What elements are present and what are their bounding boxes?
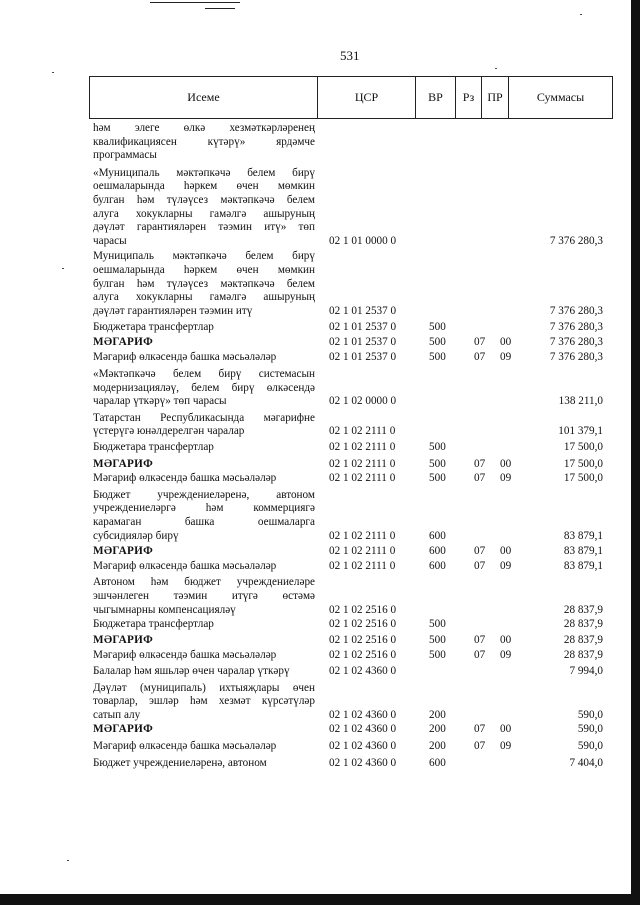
row-name-line: булган һәм түләүсез мәктәпкәчә белем (93, 193, 315, 206)
row-vr: 500 (429, 633, 446, 646)
row-name (93, 489, 315, 543)
row-vr: 600 (429, 545, 446, 558)
row-sum: 590,0 (577, 723, 603, 736)
row-sum: 83 879,1 (563, 529, 603, 542)
row-name (93, 321, 315, 335)
table-row (93, 634, 613, 648)
scan-speck (67, 860, 69, 861)
table-row (93, 740, 613, 754)
row-name-line: МӘГАРИФ (93, 457, 154, 470)
row-name (93, 682, 315, 723)
table-row (93, 489, 613, 543)
row-name (93, 634, 315, 648)
row-csr: 02 1 02 2516 0 (329, 649, 397, 662)
row-pr: 09 (500, 472, 512, 485)
row-rz: 07 (474, 350, 486, 363)
row-name-line: программасы (93, 149, 157, 162)
row-name-line: МӘГАРИФ (93, 633, 154, 646)
row-name-line: Бюджетара трансфертлар (93, 618, 214, 631)
row-name-line: үстерүгә юнәлдерелгән чаралар (93, 425, 245, 438)
header-name: Исеме (187, 90, 220, 104)
row-vr: 500 (429, 472, 446, 485)
table-row (93, 665, 613, 679)
row-rz: 07 (474, 545, 486, 558)
row-sum: 28 837,9 (563, 618, 603, 631)
table-row (93, 560, 613, 574)
table-row (93, 351, 613, 365)
row-name (93, 665, 315, 679)
row-sum: 17 500,0 (563, 441, 603, 454)
row-pr: 00 (500, 545, 512, 558)
row-pr: 09 (500, 739, 512, 752)
row-name-line: оешмаларында һәркем өчен мөмкин (93, 180, 315, 193)
scan-speck (580, 14, 582, 15)
row-name-line: чаралар үткәрү» төп чарасы (93, 395, 227, 408)
row-rz: 07 (474, 723, 486, 736)
row-name (93, 576, 315, 617)
row-csr: 02 1 01 2537 0 (329, 350, 397, 363)
row-name-line: Муниципаль мәктәпкәчә белем бирү (93, 250, 315, 263)
row-name-line: «Мәктәпкәчә белем бирү системасын (93, 368, 315, 381)
row-pr: 00 (500, 335, 512, 348)
row-csr: 02 1 02 4360 0 (329, 739, 397, 752)
table-row (93, 321, 613, 335)
row-sum: 7 376 280,3 (549, 234, 603, 247)
table-row (93, 649, 613, 663)
row-name (93, 412, 315, 439)
row-name-line: һәм элеге өлкә хезмәткәрләренең (93, 122, 315, 134)
table-row (93, 412, 613, 439)
row-sum: 138 211,0 (558, 395, 603, 408)
header-pr: ПР (481, 77, 508, 118)
row-name-line: Татарстан Республикасында мәгарифне (93, 411, 315, 424)
row-csr: 02 1 02 0000 0 (329, 395, 397, 408)
row-name-line: Автоном һәм бюджет учреждениеләре (93, 576, 315, 589)
row-pr: 09 (500, 649, 512, 662)
row-sum: 7 994,0 (569, 664, 603, 677)
row-name-line: Мәгариф өлкәсендә башка мәсьәләләр (93, 649, 277, 662)
row-csr: 02 1 02 2111 0 (329, 457, 396, 470)
row-vr: 200 (429, 723, 446, 736)
table-row (93, 122, 613, 163)
row-name (93, 441, 315, 455)
row-name (93, 649, 315, 663)
row-name-line: МӘГАРИФ (93, 723, 154, 736)
row-sum: 7 376 280,3 (549, 304, 603, 317)
row-csr: 02 1 01 2537 0 (329, 321, 397, 334)
header-vr: ВР (415, 77, 455, 118)
row-name-line: алуга хокукларны гамәлгә ашыруның (93, 207, 315, 220)
row-sum: 101 379,1 (558, 425, 603, 438)
row-name (93, 336, 315, 350)
row-rz: 07 (474, 649, 486, 662)
row-name (93, 167, 315, 249)
row-csr: 02 1 02 4360 0 (329, 664, 397, 677)
row-name-line: модернизацияләү, белем бирү өлкәсендә (93, 381, 315, 394)
row-name-line: чыгымнарны компенсацияләү (93, 603, 236, 616)
row-csr: 02 1 02 2111 0 (329, 441, 396, 454)
row-vr: 500 (429, 618, 446, 631)
row-name-line: Бюджетара трансфертлар (93, 321, 214, 334)
row-name (93, 458, 315, 472)
header-rz: Рз (455, 77, 481, 118)
row-name-line: Мәгариф өлкәсендә башка мәсьәләләр (93, 739, 277, 752)
row-csr: 02 1 01 0000 0 (329, 234, 397, 247)
row-vr: 500 (429, 321, 446, 334)
row-vr: 500 (429, 457, 446, 470)
page-number: 531 (340, 48, 360, 63)
scan-speck (52, 72, 54, 73)
row-name-line: Мәгариф өлкәсендә башка мәсьәләләр (93, 472, 277, 485)
row-sum: 28 837,9 (563, 603, 603, 616)
row-name (93, 740, 315, 754)
row-name (93, 351, 315, 365)
row-vr: 200 (429, 739, 446, 752)
row-csr: 02 1 02 2111 0 (329, 472, 396, 485)
row-name-line: сатып алу (93, 708, 141, 721)
row-name-line: Бюджетара трансфертлар (93, 441, 214, 454)
row-pr: 00 (500, 633, 512, 646)
row-csr: 02 1 02 2516 0 (329, 618, 397, 631)
row-name-line: Мәгариф өлкәсендә башка мәсьәләләр (93, 350, 277, 363)
row-sum: 28 837,9 (563, 633, 603, 646)
row-csr: 02 1 02 2111 0 (329, 559, 396, 572)
table-row (93, 682, 613, 723)
table-header (89, 76, 613, 119)
row-csr: 02 1 02 4360 0 (329, 723, 397, 736)
row-sum: 28 837,9 (563, 649, 603, 662)
row-rz: 07 (474, 335, 486, 348)
table-row (93, 336, 613, 350)
row-sum: 590,0 (577, 708, 603, 721)
row-csr: 02 1 02 2516 0 (329, 603, 397, 616)
row-name-line: дәүләт гарантияләрен тәэмин итү (93, 304, 253, 317)
scan-border-right (631, 0, 640, 905)
row-vr: 200 (429, 708, 446, 721)
row-name-line: товарлар, эшләр һәм хезмәт күрсәтүләр (93, 695, 315, 708)
row-name-line: «Муниципаль мәктәпкәчә белем бирү (93, 166, 315, 179)
table-row (93, 250, 613, 318)
row-vr: 600 (429, 756, 446, 769)
scan-artifact-line (150, 2, 240, 3)
row-csr: 02 1 02 2111 0 (329, 425, 396, 438)
row-sum: 7 376 280,3 (549, 335, 603, 348)
row-pr: 00 (500, 723, 512, 736)
row-pr: 09 (500, 559, 512, 572)
row-name (93, 723, 315, 737)
row-rz: 07 (474, 472, 486, 485)
row-name-line: субсидияләр бирү (93, 529, 179, 542)
table-row (93, 545, 613, 559)
row-vr: 500 (429, 649, 446, 662)
row-name-line: Бюджет учреждениеләренә, автоном (93, 488, 315, 501)
row-name-line: Балалар һәм яшьләр өчен чаралар үткәрү (93, 664, 290, 677)
row-csr: 02 1 01 2537 0 (329, 335, 397, 348)
table-row (93, 167, 613, 249)
row-name (93, 368, 315, 409)
row-sum: 7 376 280,3 (549, 350, 603, 363)
row-name (93, 560, 315, 574)
header-csr: ЦСР (317, 77, 415, 118)
row-pr: 00 (500, 457, 512, 470)
row-name-line: дәүләт гарантияләрен тәэмин итү» төп (93, 221, 315, 234)
row-vr: 500 (429, 441, 446, 454)
row-csr: 02 1 01 2537 0 (329, 304, 397, 317)
row-name (93, 472, 315, 486)
table-row (93, 472, 613, 486)
row-name-line: Мәгариф өлкәсендә башка мәсьәләләр (93, 559, 277, 572)
row-name-line: квалификациясен күтәрү» ярдәмче (93, 135, 315, 148)
row-sum: 7 404,0 (569, 756, 603, 769)
row-sum: 83 879,1 (563, 545, 603, 558)
row-sum: 7 376 280,3 (549, 321, 603, 334)
table-row (93, 458, 613, 472)
table-row (93, 723, 613, 737)
row-name-line: МӘГАРИФ (93, 545, 154, 558)
row-name-line: карамаган башка оешмаларга (93, 516, 315, 529)
row-sum: 83 879,1 (563, 559, 603, 572)
row-name (93, 545, 315, 559)
row-rz: 07 (474, 457, 486, 470)
row-pr: 09 (500, 350, 512, 363)
row-csr: 02 1 02 4360 0 (329, 756, 397, 769)
row-name-line: Бюджет учреждениеләренә, автоном (93, 756, 267, 769)
row-csr: 02 1 02 2111 0 (329, 545, 396, 558)
row-name (93, 122, 315, 163)
row-vr: 600 (429, 529, 446, 542)
row-rz: 07 (474, 633, 486, 646)
row-vr: 500 (429, 350, 446, 363)
row-csr: 02 1 02 4360 0 (329, 708, 397, 721)
row-name-line: Дәүләт (муниципаль) ихтыяҗлары өчен (93, 681, 315, 694)
row-name-line: оешмаларында һәркем өчен мөмкин (93, 263, 315, 276)
table-row (93, 576, 613, 617)
row-sum: 590,0 (577, 739, 603, 752)
row-rz: 07 (474, 739, 486, 752)
row-name (93, 250, 315, 318)
row-csr: 02 1 02 2111 0 (329, 529, 396, 542)
scan-speck (495, 68, 497, 69)
table-row (93, 618, 613, 632)
row-name-line: чарасы (93, 234, 127, 247)
row-vr: 500 (429, 335, 446, 348)
row-name-line: булган һәм түләүсез мәктәпкәчә белем (93, 277, 315, 290)
row-name-line: МӘГАРИФ (93, 335, 154, 348)
scan-artifact-line (205, 8, 235, 9)
row-rz: 07 (474, 559, 486, 572)
row-sum: 17 500,0 (563, 457, 603, 470)
row-vr: 600 (429, 559, 446, 572)
scan-border-bottom (0, 894, 640, 905)
header-sum: Суммасы (508, 77, 612, 118)
table-row (93, 368, 613, 409)
table-row (93, 757, 613, 771)
table-body (93, 120, 613, 770)
row-name-line: алуга хокукларны гамәлгә ашыруның (93, 291, 315, 304)
row-sum: 17 500,0 (563, 472, 603, 485)
row-name-line: учреждениеләргә һәм коммерциягә (93, 502, 315, 515)
row-name-line: эшчәнлеген тәэмин итүгә өстәмә (93, 590, 315, 602)
table-row (93, 441, 613, 455)
row-csr: 02 1 02 2516 0 (329, 633, 397, 646)
scan-speck (62, 268, 64, 269)
row-name (93, 618, 315, 632)
row-name (93, 757, 315, 771)
